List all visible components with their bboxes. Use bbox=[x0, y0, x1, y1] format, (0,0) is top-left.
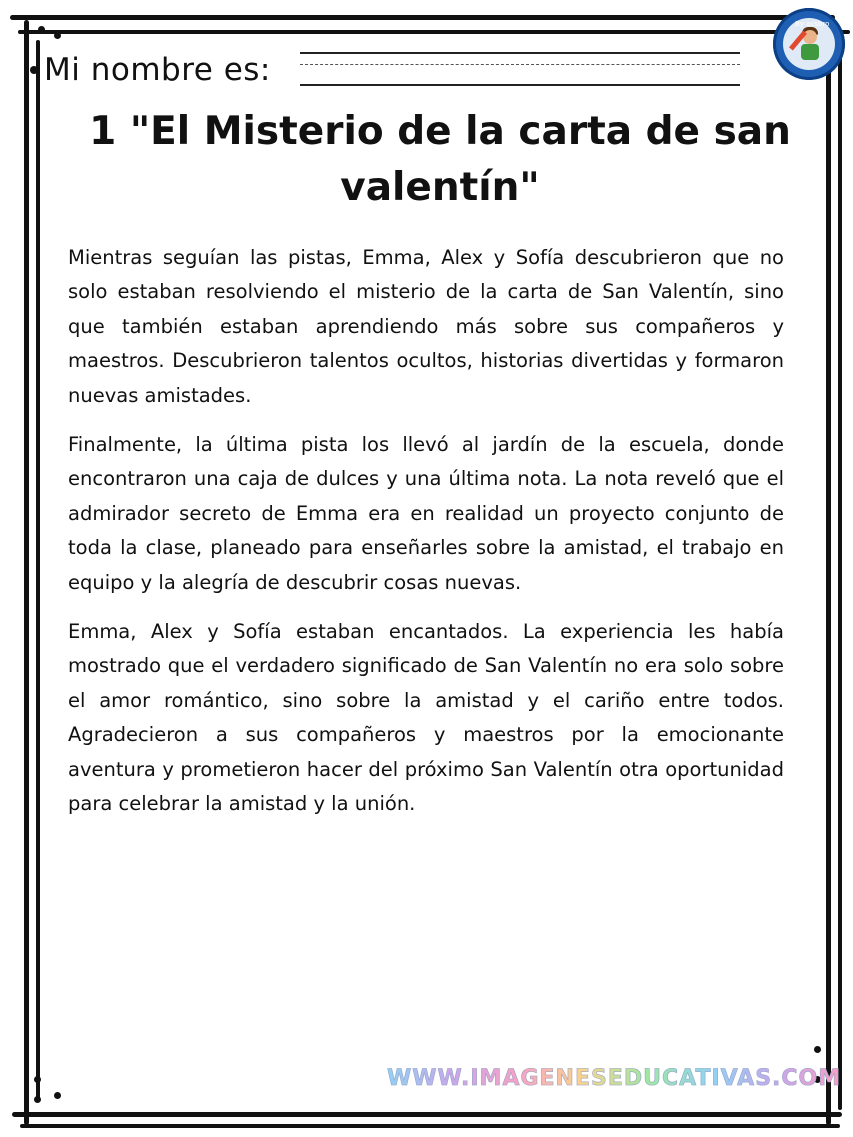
writing-line-bottom bbox=[300, 84, 740, 86]
border-left-inner bbox=[36, 40, 40, 1100]
writing-line-top bbox=[300, 52, 740, 54]
page-title: 1 "El Misterio de la carta de san valentín" bbox=[89, 109, 791, 210]
logo-kid-body bbox=[801, 44, 819, 60]
border-bottom-inner bbox=[20, 1124, 840, 1128]
name-label: Mi nombre es: bbox=[44, 52, 271, 88]
footer-website: WWW.IMAGENESEDUCATIVAS.COM bbox=[387, 1066, 842, 1091]
decor-dot bbox=[814, 1046, 821, 1053]
bullet-icon bbox=[30, 66, 38, 74]
border-bottom bbox=[12, 1112, 842, 1117]
writing-line-mid bbox=[300, 64, 740, 65]
story-body bbox=[68, 241, 784, 837]
decor-dot bbox=[34, 1076, 41, 1083]
border-right-outer bbox=[838, 40, 842, 1110]
decor-dot bbox=[54, 32, 61, 39]
border-right bbox=[826, 20, 831, 1125]
decor-dot bbox=[38, 26, 45, 33]
name-writing-lines[interactable] bbox=[300, 52, 740, 86]
story-paragraph: Finalmente, la última pista los llevó al jardín de la escuela, donde encontraron una caja de dulces y una última nota. La nota reveló que el admirador secreto de Emma era en realidad un proyecto conjunto de toda la clase, planeado para enseñarles sobre la amistad, el trabajo en equipo y la alegría de descubrir cosas nuevas. bbox=[68, 433, 784, 594]
border-left bbox=[24, 20, 29, 1125]
border-top-inner bbox=[18, 30, 850, 34]
decor-dot bbox=[34, 1096, 41, 1103]
border-top bbox=[10, 15, 835, 20]
story-paragraph: Emma, Alex y Sofía estaban encantados. La experiencia les había mostrado que el verdadero significado de San Valentín no era solo sobre el amor romántico, sino sobre la amistad y el cariño entre todos. Agradecieron a sus compañeros y maestros por la emocionante aventura y prometieron hacer del próximo San Valentín otra oportunidad para celebrar la amistad y la unión. bbox=[68, 620, 784, 816]
logo bbox=[773, 8, 845, 80]
story-paragraph: Mientras seguían las pistas, Emma, Alex y Sofía descubrieron que no solo estaban resolviendo el misterio de la carta de San Valentín, sino que también estaban aprendiendo más sobre sus compañeros y maestros. Descubrieron talentos ocultos, historias divertidas y formaron nuevas amistades. bbox=[68, 246, 784, 407]
decor-dot bbox=[54, 1092, 61, 1099]
logo-tag: By acsbro bbox=[795, 20, 830, 28]
name-field-row bbox=[30, 50, 750, 100]
